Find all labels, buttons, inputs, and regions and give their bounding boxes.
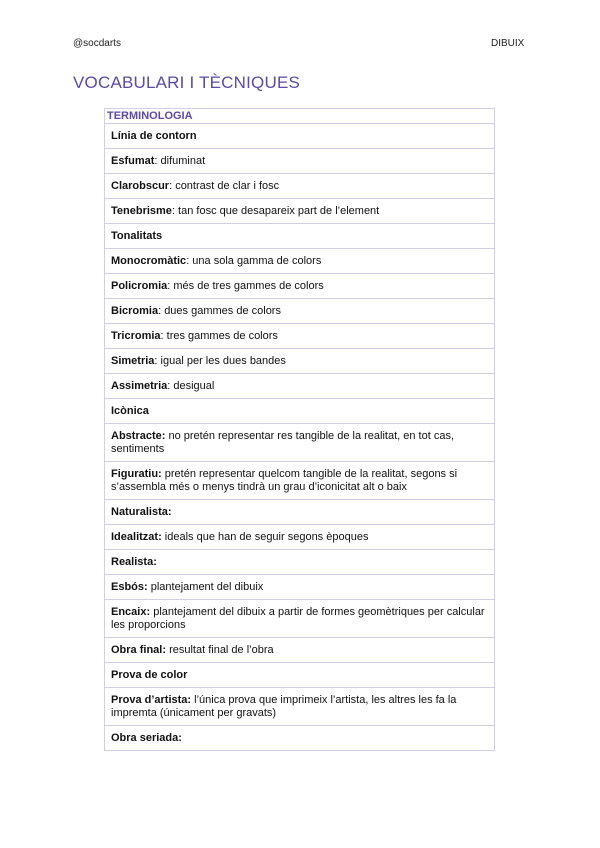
term-definition: : dues gammes de colors [158,304,281,317]
term-label: Obra seriada: [111,731,182,744]
table-cell [105,199,495,224]
terminology-table [104,108,495,751]
term-label: Simetria [111,354,155,367]
term-label: Naturalista: [111,505,172,518]
table-cell [105,688,495,726]
term-label: Línia de contorn [111,129,197,142]
table-row [105,374,495,399]
table-row [105,174,495,199]
table-row [105,199,495,224]
term-label: Figuratiu: [111,467,162,480]
term-definition: : una sola gamma de colors [186,254,322,267]
table-cell [105,424,495,462]
term-definition: : desigual [167,379,215,392]
table-cell [105,525,495,550]
table-cell [105,638,495,663]
term-label: Tenebrisme [111,204,172,217]
page-title: VOCABULARI I TÈCNIQUES [73,73,301,92]
table-row [105,638,495,663]
term-label: Policromia [111,279,168,292]
table-cell [105,274,495,299]
table-cell [105,149,495,174]
table-row [105,399,495,424]
term-label: Prova d’artista: [111,693,192,706]
term-label: Tonalitats [111,229,163,242]
table-cell [105,324,495,349]
table-row [105,663,495,688]
term-definition: : més de tres gammes de colors [167,279,324,292]
term-definition: l’única prova que imprimeix l’artista, les altres les fa la impremta (únicament per gravats) [111,693,457,719]
table-cell [105,500,495,525]
header-handle: @socdarts [73,38,121,49]
table-cell [105,374,495,399]
table-row [105,726,495,751]
table-cell [105,726,495,751]
term-definition: plantejament del dibuix a partir de formes geomètriques per calcular les proporcions [111,605,485,631]
term-definition: : igual per les dues bandes [154,354,286,367]
table-cell [105,349,495,374]
term-definition: plantejament del dibuix [147,580,264,593]
term-definition: : tan fosc que desapareix part de l’element [171,204,380,217]
table-row [105,149,495,174]
term-label: Realista: [111,555,157,568]
table-row [105,324,495,349]
term-label: Clarobscur [111,179,170,192]
term-label: Esfumat [111,154,155,167]
table-cell [105,174,495,199]
term-definition: no pretén representar res tangible de la realitat, en tot cas, sentiments [111,429,455,455]
term-definition: pretén representar quelcom tangible de la realitat, segons si s’assembla més o menys tindrà un grau d’iconicitat alt o baix [111,467,458,493]
term-definition: : tres gammes de colors [160,329,278,342]
term-label: Icònica [111,404,149,417]
table-row [105,525,495,550]
table-row [105,274,495,299]
table-row [105,500,495,525]
table-row [105,124,495,149]
term-label: Obra final: [111,643,167,656]
table-cell [105,575,495,600]
term-label: Idealitzat: [111,530,162,543]
table-cell [105,399,495,424]
table-row [105,575,495,600]
term-definition: ideals que han de seguir segons èpoques [161,530,369,543]
term-label: Esbós: [111,580,148,593]
header-subject: DIBUIX [491,38,525,49]
table-row [105,224,495,249]
term-label: Monocromàtic [111,254,187,267]
table-row [105,424,495,462]
table-cell [105,600,495,638]
term-definition: : difuminat [154,154,206,167]
table-heading: TERMINOLOGIA [105,109,495,124]
table-row [105,462,495,500]
table-row [105,249,495,274]
term-label: Tricromia [111,329,161,342]
table-cell [105,299,495,324]
table-cell [105,124,495,149]
term-label: Encaix: [111,605,151,618]
table-row [105,688,495,726]
table-cell [105,550,495,575]
term-label: Bicromia [111,304,159,317]
table-row [105,299,495,324]
table-row [105,349,495,374]
term-label: Prova de color [111,668,188,681]
term-label: Abstracte: [111,429,166,442]
term-definition: resultat final de l’obra [166,643,274,656]
table-cell [105,663,495,688]
table-row [105,550,495,575]
term-label: Assimetria [111,379,168,392]
table-cell [105,224,495,249]
table-row [105,600,495,638]
table-cell [105,462,495,500]
table-cell [105,249,495,274]
term-definition: : contrast de clar i fosc [169,179,280,192]
